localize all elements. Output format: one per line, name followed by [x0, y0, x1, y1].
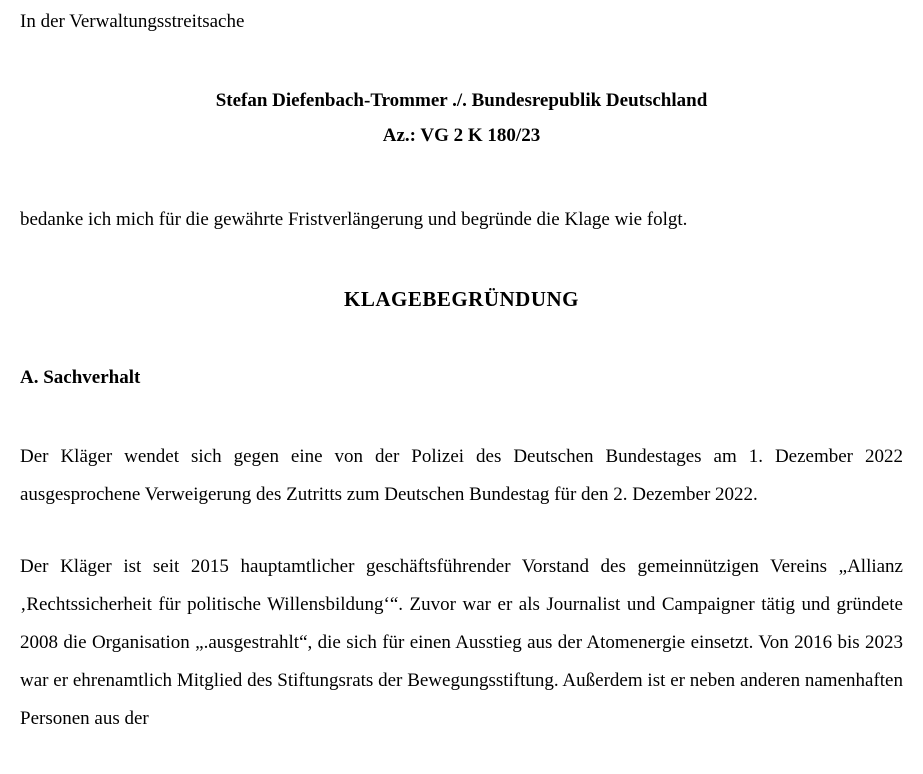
case-number: Az.: VG 2 K 180/23 [382, 125, 541, 146]
case-parties: Stefan Diefenbach-Trommer ./. Bundesrepublik Deutschland [215, 90, 708, 111]
main-heading-klagebegruendung: KLAGEBEGRÜNDUNG [343, 287, 580, 311]
paragraph-facts-2: Der Kläger ist seit 2015 hauptamtlicher geschäftsführender Vorstand des gemeinnützigen Vereins „Allianz ‚Rechtssicherheit für politische Willensbildung‘“. Zuvor war er als Journalist und Campaigner tätig und gründete 2008 die Organisation „.ausgestrahlt“, die sich für einen Ausstieg aus der Atomenergie einsetzt. Von 2016 bis 2023 war er ehrenamtlich Mitglied des Stiftungsrats der Bewegungsstiftung. Außerdem ist er neben anderen namenhaften Personen aus der [20, 556, 903, 729]
case-header [20, 89, 903, 148]
section-heading-sachverhalt: A. Sachverhalt [20, 367, 141, 388]
gratitude-line: bedanke ich mich für die gewährte Fristverlängerung und begründe die Klage wie folgt. [20, 209, 688, 230]
case-intro-line: In der Verwaltungsstreitsache [20, 11, 245, 32]
paragraph-facts-1: Der Kläger wendet sich gegen eine von der Polizei des Deutschen Bundestages am 1. Dezember 2022 ausgesprochene Verweigerung des Zutritts zum Deutschen Bundestag für den 2. Dezember 2022. [20, 446, 903, 505]
